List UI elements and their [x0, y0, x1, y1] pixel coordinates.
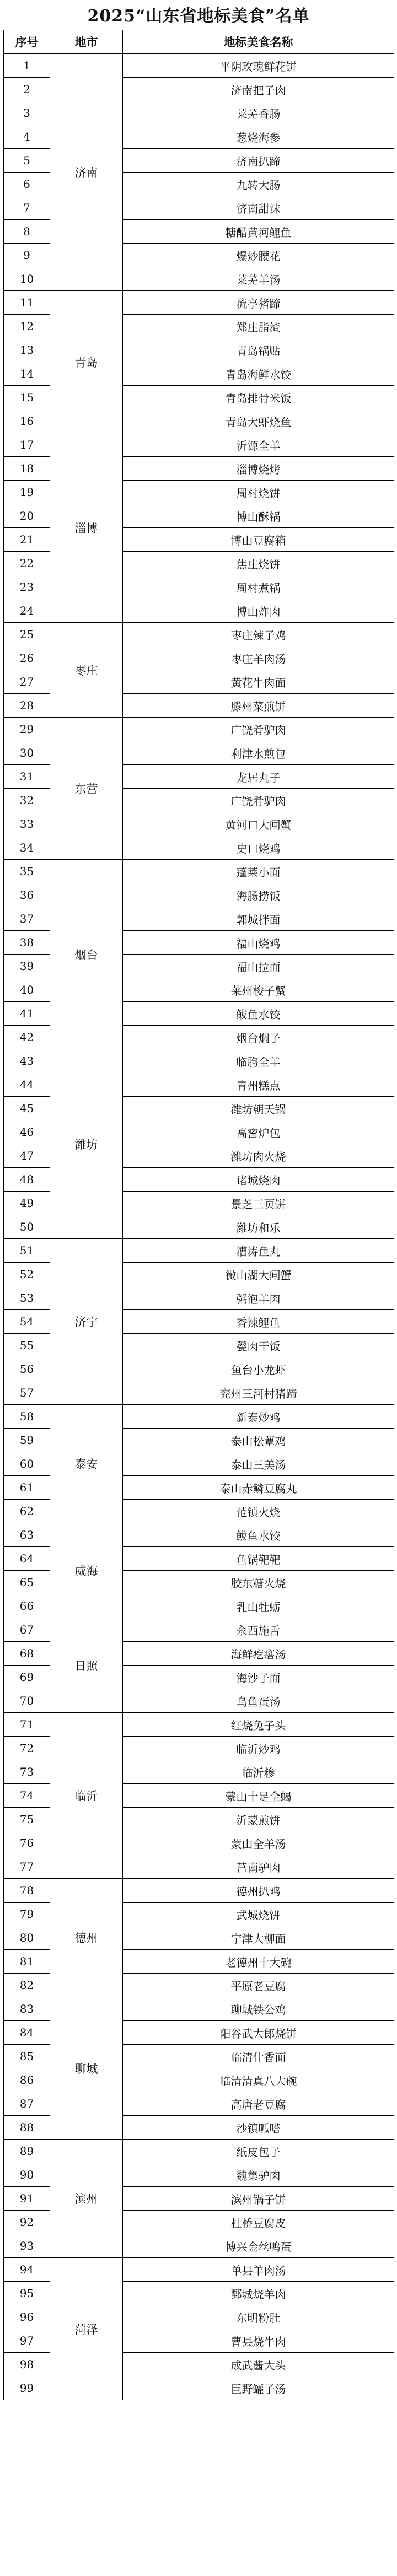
table-row: [4, 1239, 394, 1263]
food-name: 青岛锅贴: [123, 338, 394, 362]
row-number: 27: [4, 670, 50, 694]
row-number: 20: [4, 504, 50, 528]
food-name: 福山烧鸡: [123, 931, 394, 955]
food-name: 粥泡羊肉: [123, 1286, 394, 1310]
row-number: 93: [4, 2234, 50, 2258]
food-name: 蒙山十足全蝎: [123, 1784, 394, 1808]
food-name: 鄄城烧羊肉: [123, 2282, 394, 2305]
row-number: 32: [4, 789, 50, 812]
food-name: 莒南驴肉: [123, 1855, 394, 1879]
food-name: 鱼台小龙虾: [123, 1357, 394, 1381]
row-number: 66: [4, 1594, 50, 1618]
row-number: 4: [4, 125, 50, 149]
row-number: 65: [4, 1571, 50, 1594]
row-number: 13: [4, 338, 50, 362]
row-number: 50: [4, 1215, 50, 1239]
food-name: 汆西施舌: [123, 1618, 394, 1642]
row-number: 77: [4, 1855, 50, 1879]
city-cell: 菏泽: [50, 2258, 123, 2400]
row-number: 18: [4, 457, 50, 481]
city-cell: 烟台: [50, 860, 123, 1049]
food-name: 乳山牡蛎: [123, 1594, 394, 1618]
row-number: 46: [4, 1120, 50, 1144]
city-cell: 枣庄: [50, 623, 123, 718]
table-row: [4, 1997, 394, 2021]
row-number: 52: [4, 1263, 50, 1286]
food-name: 郑庄脂渣: [123, 315, 394, 338]
food-name: 德州扒鸡: [123, 1879, 394, 1903]
row-number: 28: [4, 694, 50, 718]
row-number: 22: [4, 552, 50, 575]
food-name: 高唐老豆腐: [123, 2092, 394, 2116]
table-row: [4, 1405, 394, 1429]
row-number: 54: [4, 1310, 50, 1334]
row-number: 79: [4, 1903, 50, 1926]
row-number: 63: [4, 1523, 50, 1547]
food-name: 宁津大柳面: [123, 1926, 394, 1950]
food-name: 史口烧鸡: [123, 836, 394, 860]
food-name: 乌鱼蛋汤: [123, 1689, 394, 1713]
food-name: 泰山松蕈鸡: [123, 1429, 394, 1452]
food-name: 莱州梭子蟹: [123, 978, 394, 1002]
row-number: 3: [4, 101, 50, 125]
food-name: 甏肉干饭: [123, 1334, 394, 1357]
food-name: 临朐全羊: [123, 1049, 394, 1073]
row-number: 41: [4, 1002, 50, 1026]
row-number: 61: [4, 1476, 50, 1500]
header-food: 地标美食名称: [123, 30, 394, 54]
row-number: 92: [4, 2211, 50, 2234]
food-name: 淄博烧烤: [123, 457, 394, 481]
food-name: 黄花牛肉面: [123, 670, 394, 694]
food-name: 流亭猪蹄: [123, 291, 394, 315]
row-number: 67: [4, 1618, 50, 1642]
table-row: [4, 433, 394, 457]
food-name: 滕州菜煎饼: [123, 694, 394, 718]
food-name: 巨野罐子汤: [123, 2376, 394, 2400]
row-number: 23: [4, 575, 50, 599]
food-name: 海鲜疙瘩汤: [123, 1642, 394, 1666]
row-number: 48: [4, 1168, 50, 1192]
row-number: 26: [4, 646, 50, 670]
food-name: 纸皮包子: [123, 2140, 394, 2163]
food-name: 胶东糖火烧: [123, 1571, 394, 1594]
food-name: 鱼锅靶靶: [123, 1547, 394, 1571]
food-name: 青州糕点: [123, 1073, 394, 1097]
food-name: 鲅鱼水饺: [123, 1523, 394, 1547]
row-number: 15: [4, 386, 50, 409]
food-name: 泰山赤鳞豆腐丸: [123, 1476, 394, 1500]
food-name: 烟台焖子: [123, 1026, 394, 1049]
row-number: 40: [4, 978, 50, 1002]
food-name: 平阴玫瑰鲜花饼: [123, 54, 394, 78]
food-name: 周村煮锅: [123, 575, 394, 599]
row-number: 60: [4, 1452, 50, 1476]
food-name: 兖州三河村猪蹄: [123, 1381, 394, 1405]
city-cell: 淄博: [50, 433, 123, 623]
row-number: 36: [4, 883, 50, 907]
row-number: 76: [4, 1831, 50, 1855]
row-number: 34: [4, 836, 50, 860]
food-name: 新泰炒鸡: [123, 1405, 394, 1429]
row-number: 59: [4, 1429, 50, 1452]
food-name: 成武酱大头: [123, 2353, 394, 2376]
header-city: 地市: [50, 30, 123, 54]
row-number: 5: [4, 149, 50, 173]
food-name: 枣庄羊肉汤: [123, 646, 394, 670]
food-name: 莱芜羊汤: [123, 267, 394, 291]
city-cell: 滨州: [50, 2140, 123, 2258]
food-name: 武城烧饼: [123, 1903, 394, 1926]
city-cell: 东营: [50, 718, 123, 860]
food-name: 滨州锅子饼: [123, 2187, 394, 2211]
food-name: 爆炒腰花: [123, 244, 394, 267]
food-name: 博兴金丝鸭蛋: [123, 2234, 394, 2258]
row-number: 74: [4, 1784, 50, 1808]
city-cell: 青岛: [50, 291, 123, 433]
row-number: 25: [4, 623, 50, 646]
table-row: [4, 291, 394, 315]
row-number: 94: [4, 2258, 50, 2282]
row-number: 33: [4, 812, 50, 836]
row-number: 42: [4, 1026, 50, 1049]
row-number: 91: [4, 2187, 50, 2211]
row-number: 9: [4, 244, 50, 267]
table-row: [4, 1618, 394, 1642]
row-number: 98: [4, 2353, 50, 2376]
row-number: 70: [4, 1689, 50, 1713]
food-name: 济南把子肉: [123, 78, 394, 101]
food-name: 曹县烧牛肉: [123, 2329, 394, 2353]
page-title: 2025“山东省地标美食”名单: [87, 7, 310, 26]
row-number: 73: [4, 1760, 50, 1784]
row-number: 39: [4, 955, 50, 978]
food-name: 海沙子面: [123, 1666, 394, 1689]
city-cell: 潍坊: [50, 1049, 123, 1239]
row-number: 16: [4, 409, 50, 433]
food-name: 潍坊和乐: [123, 1215, 394, 1239]
row-number: 68: [4, 1642, 50, 1666]
row-number: 90: [4, 2163, 50, 2187]
food-name: 沙镇呱嗒: [123, 2116, 394, 2140]
food-name: 利津水煎包: [123, 741, 394, 765]
row-number: 11: [4, 291, 50, 315]
city-cell: 济宁: [50, 1239, 123, 1405]
row-number: 45: [4, 1097, 50, 1120]
row-number: 19: [4, 481, 50, 504]
food-name: 济南扒蹄: [123, 149, 394, 173]
food-name: 鲅鱼水饺: [123, 1002, 394, 1026]
table-row: [4, 2258, 394, 2282]
row-number: 56: [4, 1357, 50, 1381]
food-name: 高密炉包: [123, 1120, 394, 1144]
food-name: 聊城铁公鸡: [123, 1997, 394, 2021]
food-name: 糖醋黄河鲤鱼: [123, 220, 394, 244]
row-number: 37: [4, 907, 50, 931]
food-name: 潍坊肉火烧: [123, 1144, 394, 1168]
row-number: 6: [4, 173, 50, 196]
row-number: 85: [4, 2045, 50, 2068]
row-number: 86: [4, 2068, 50, 2092]
food-name: 东明粉肚: [123, 2305, 394, 2329]
row-number: 97: [4, 2329, 50, 2353]
row-number: 78: [4, 1879, 50, 1903]
table-row: [4, 860, 394, 883]
food-name: 漕涛鱼丸: [123, 1239, 394, 1263]
table-body: [4, 54, 394, 2400]
food-name: 青岛大虾烧鱼: [123, 409, 394, 433]
row-number: 14: [4, 362, 50, 386]
food-name: 临沂炒鸡: [123, 1737, 394, 1760]
table-row: [4, 623, 394, 646]
food-name: 周村烧饼: [123, 481, 394, 504]
food-name: 景芝三页饼: [123, 1192, 394, 1215]
table-row: [4, 718, 394, 741]
food-name: 海肠捞饭: [123, 883, 394, 907]
row-number: 31: [4, 765, 50, 789]
food-name: 青岛海鲜水饺: [123, 362, 394, 386]
row-number: 55: [4, 1334, 50, 1357]
row-number: 43: [4, 1049, 50, 1073]
food-name: 潍坊朝天锅: [123, 1097, 394, 1120]
row-number: 38: [4, 931, 50, 955]
food-name: 平原老豆腐: [123, 1974, 394, 1997]
food-name: 范镇火烧: [123, 1500, 394, 1523]
row-number: 87: [4, 2092, 50, 2116]
food-name: 临清清真八大碗: [123, 2068, 394, 2092]
row-number: 95: [4, 2282, 50, 2305]
food-name: 龙居丸子: [123, 765, 394, 789]
table-row: [4, 1049, 394, 1073]
food-name: 红烧兔子头: [123, 1713, 394, 1737]
food-name: 广饶肴驴肉: [123, 789, 394, 812]
row-number: 80: [4, 1926, 50, 1950]
row-number: 29: [4, 718, 50, 741]
food-name: 诸城烧肉: [123, 1168, 394, 1192]
row-number: 2: [4, 78, 50, 101]
row-number: 12: [4, 315, 50, 338]
food-name: 阳谷武大郎烧饼: [123, 2021, 394, 2045]
row-number: 75: [4, 1808, 50, 1831]
row-number: 17: [4, 433, 50, 457]
row-number: 24: [4, 599, 50, 623]
food-name: 博山炸肉: [123, 599, 394, 623]
row-number: 69: [4, 1666, 50, 1689]
city-cell: 泰安: [50, 1405, 123, 1523]
food-name: 博山酥锅: [123, 504, 394, 528]
table-header-row: [4, 30, 394, 54]
food-name: 杜桥豆腐皮: [123, 2211, 394, 2234]
row-number: 47: [4, 1144, 50, 1168]
food-name: 济南甜沫: [123, 196, 394, 220]
table-row: [4, 54, 394, 78]
city-cell: 临沂: [50, 1713, 123, 1879]
city-cell: 德州: [50, 1879, 123, 1997]
row-number: 84: [4, 2021, 50, 2045]
food-name: 郭城拌面: [123, 907, 394, 931]
food-name: 沂蒙煎饼: [123, 1808, 394, 1831]
food-name: 枣庄辣子鸡: [123, 623, 394, 646]
row-number: 88: [4, 2116, 50, 2140]
city-cell: 聊城: [50, 1997, 123, 2140]
row-number: 96: [4, 2305, 50, 2329]
food-name: 青岛排骨米饭: [123, 386, 394, 409]
food-name: 老德州十大碗: [123, 1950, 394, 1974]
food-name: 香辣鲤鱼: [123, 1310, 394, 1334]
food-name: 广饶肴驴肉: [123, 718, 394, 741]
food-name: 博山豆腐箱: [123, 528, 394, 552]
row-number: 1: [4, 54, 50, 78]
food-name: 魏集驴肉: [123, 2163, 394, 2187]
city-cell: 日照: [50, 1618, 123, 1713]
row-number: 21: [4, 528, 50, 552]
row-number: 81: [4, 1950, 50, 1974]
table-row: [4, 1713, 394, 1737]
table-row: [4, 1879, 394, 1903]
row-number: 71: [4, 1713, 50, 1737]
row-number: 72: [4, 1737, 50, 1760]
row-number: 64: [4, 1547, 50, 1571]
food-name: 九转大肠: [123, 173, 394, 196]
table-row: [4, 1523, 394, 1547]
row-number: 89: [4, 2140, 50, 2163]
row-number: 99: [4, 2376, 50, 2400]
food-list-table: [3, 30, 394, 2400]
food-name: 微山湖大闸蟹: [123, 1263, 394, 1286]
row-number: 10: [4, 267, 50, 291]
food-name: 黄河口大闸蟹: [123, 812, 394, 836]
row-number: 57: [4, 1381, 50, 1405]
row-number: 49: [4, 1192, 50, 1215]
food-name: 临清什香面: [123, 2045, 394, 2068]
food-name: 临沂糁: [123, 1760, 394, 1784]
city-cell: 济南: [50, 54, 123, 291]
row-number: 7: [4, 196, 50, 220]
food-name: 焦庄烧饼: [123, 552, 394, 575]
food-name: 葱烧海参: [123, 125, 394, 149]
city-cell: 威海: [50, 1523, 123, 1618]
header-no: 序号: [4, 30, 50, 54]
row-number: 8: [4, 220, 50, 244]
row-number: 62: [4, 1500, 50, 1523]
food-name: 单县羊肉汤: [123, 2258, 394, 2282]
row-number: 44: [4, 1073, 50, 1097]
food-name: 福山拉面: [123, 955, 394, 978]
food-name: 蒙山全羊汤: [123, 1831, 394, 1855]
food-name: 沂源全羊: [123, 433, 394, 457]
row-number: 35: [4, 860, 50, 883]
food-name: 蓬莱小面: [123, 860, 394, 883]
food-name: 泰山三美汤: [123, 1452, 394, 1476]
row-number: 58: [4, 1405, 50, 1429]
row-number: 82: [4, 1974, 50, 1997]
table-row: [4, 2140, 394, 2163]
row-number: 83: [4, 1997, 50, 2021]
row-number: 53: [4, 1286, 50, 1310]
food-name: 莱芜香肠: [123, 101, 394, 125]
row-number: 51: [4, 1239, 50, 1263]
row-number: 30: [4, 741, 50, 765]
